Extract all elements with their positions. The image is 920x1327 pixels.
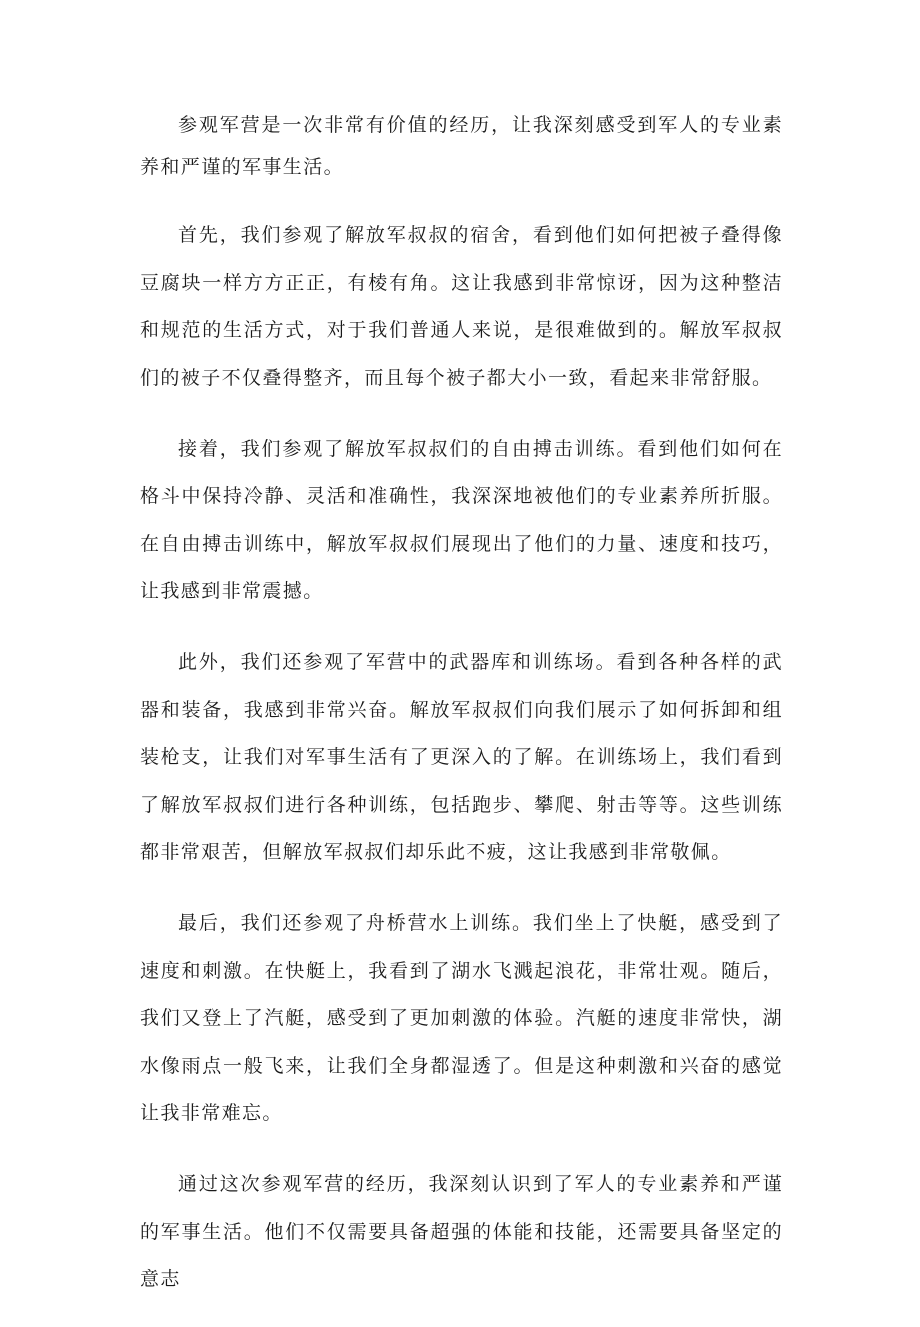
paragraph-intro: 参观军营是一次非常有价值的经历，让我深刻感受到军人的专业素养和严谨的军事生活。 <box>140 114 783 178</box>
paragraph-conclusion: 通过这次参观军营的经历，我深刻认识到了军人的专业素养和严谨的军事生活。他们不仅需要具备超强的体能和技能，还需要具备坚定的意志 <box>140 1173 783 1290</box>
paragraph-armory: 此外，我们还参观了军营中的武器库和训练场。看到各种各样的武器和装备，我感到非常兴奋。解放军叔叔们向我们展示了如何拆卸和组装枪支，让我们对军事生活有了更深入的了解。在训练场上，我们看到了解放军叔叔们进行各种训练，包括跑步、攀爬、射击等等。这些训练都非常艰苦，但解放军叔叔们却乐此不疲，这让我感到非常敬佩。 <box>140 651 783 863</box>
paragraph-water-training: 最后，我们还参观了舟桥营水上训练。我们坐上了快艇，感受到了速度和刺激。在快艇上，我看到了湖水飞溅起浪花，非常壮观。随后，我们又登上了汽艇，感受到了更加刺激的体验。汽艇的速度非常快，湖水像雨点一般飞来，让我们全身都湿透了。但是这种刺激和兴奋的感觉让我非常难忘。 <box>140 912 783 1124</box>
paragraph-dormitory: 首先，我们参观了解放军叔叔的宿舍，看到他们如何把被子叠得像豆腐块一样方方正正，有棱有角。这让我感到非常惊讶，因为这种整洁和规范的生活方式，对于我们普通人来说，是很难做到的。解放军叔叔们的被子不仅叠得整齐，而且每个被子都大小一致，看起来非常舒服。 <box>140 224 783 389</box>
paragraph-free-combat: 接着，我们参观了解放军叔叔们的自由搏击训练。看到他们如何在格斗中保持冷静、灵活和准确性，我深深地被他们的专业素养所折服。在自由搏击训练中，解放军叔叔们展现出了他们的力量、速度和技巧，让我感到非常震撼。 <box>140 437 783 602</box>
document-body <box>140 104 783 1327</box>
